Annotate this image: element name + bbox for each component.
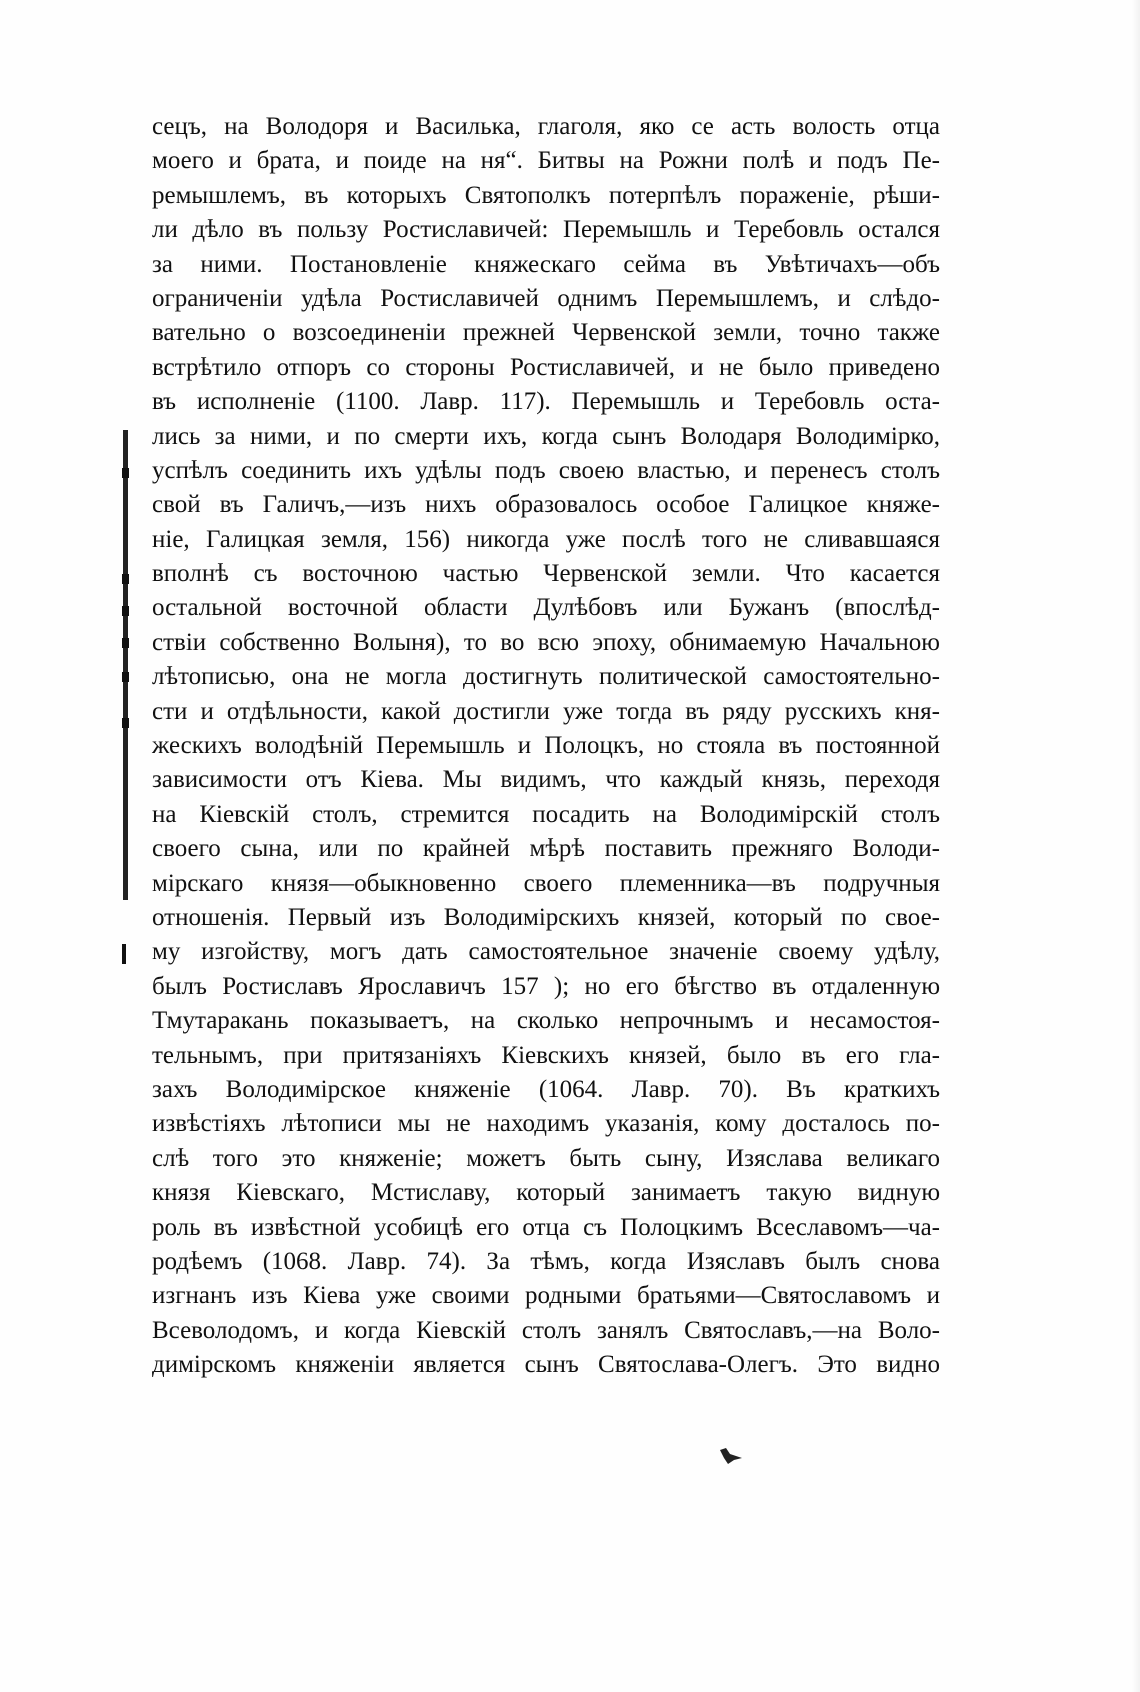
text-line: мірскаго князя—обыкновенно своего племенника—въ подручныя: [152, 869, 940, 897]
body-text: [152, 110, 940, 1382]
text-line: изгнанъ изъ Кіева уже своими родными братьями—Святославомъ и: [152, 1282, 940, 1310]
margin-ink-mark: [122, 468, 129, 478]
text-line: сецъ, на Володоря и Василька, глаголя, яко се асть волость отца: [152, 113, 940, 140]
margin-ink-mark: [122, 638, 129, 648]
text-line: лись за ними, и по смерти ихъ, когда сынъ Володаря Володимірко,: [152, 422, 940, 450]
text-line: зависимости отъ Кіева. Мы видимъ, что каждый князь, переходя: [152, 766, 940, 794]
text-line: му изгойству, могъ дать самостоятельное значеніе своему удѣлу,: [152, 938, 940, 966]
text-line: моего и брата, и поиде на ня“. Битвы на Рожни полѣ и подъ Пе-: [152, 147, 940, 175]
text-line: встрѣтило отпоръ со стороны Ростиславичей, и не было приведено: [152, 353, 940, 381]
margin-ink-rule: [123, 430, 128, 900]
text-line: роль въ извѣстной усобицѣ его отца съ Полоцкимъ Всеславомъ—ча-: [152, 1213, 940, 1241]
text-line: сти и отдѣльности, какой достигли уже тогда въ ряду русскихъ кня-: [152, 697, 940, 725]
text-line: своего сына, или по крайней мѣрѣ поставить прежняго Володи-: [152, 835, 940, 863]
text-line: ніе, Галицкая земля, 156) никогда уже послѣ того не сливавшаяся: [152, 525, 940, 553]
page-edge: [1132, 0, 1140, 1692]
text-line: отношенія. Первый изъ Володимірскихъ князей, который по свое-: [152, 903, 940, 931]
text-line: остальной восточной области Дулѣбовъ или Бужанъ (впослѣд-: [152, 594, 940, 622]
text-line: успѣлъ соединить ихъ удѣлы подъ своею властью, и перенесъ столъ: [152, 456, 940, 484]
margin-ink-mark: [122, 574, 129, 584]
text-line: родѣемъ (1068. Лавр. 74). За тѣмъ, когда Изяславъ былъ снова: [152, 1247, 940, 1275]
margin-ink-mark: [122, 672, 129, 682]
text-line: въ исполненіе (1100. Лавр. 117). Перемышль и Теребовль оста-: [152, 388, 940, 416]
text-line: за ними. Постановленіе княжескаго сейма въ Увѣтичахъ—объ: [152, 250, 940, 278]
text-line: извѣстіяхъ лѣтописи мы не находимъ указанія, кому досталось по-: [152, 1110, 940, 1138]
text-line: ограниченіи удѣла Ростиславичей однимъ Перемышлемъ, и слѣдо-: [152, 284, 940, 312]
ink-blot-mark: [718, 1446, 744, 1466]
text-line: князя Кіевскаго, Мстиславу, который занимаетъ такую видную: [152, 1179, 940, 1207]
text-line: ремышлемъ, въ которыхъ Святополкъ потерпѣлъ пораженіе, рѣши-: [152, 181, 940, 209]
text-line: Всеволодомъ, и когда Кіевскій столъ занялъ Святославъ,—на Воло-: [152, 1316, 940, 1344]
margin-ink-mark: [122, 606, 129, 616]
text-line: лѣтописью, она не могла достигнуть политической самостоятельно-: [152, 663, 940, 691]
text-line: захъ Володимірское княженіе (1064. Лавр. 70). Въ краткихъ: [152, 1075, 940, 1103]
text-line: жескихъ володѣній Перемышль и Полоцкъ, но стояла въ постоянной: [152, 732, 940, 760]
text-line: на Кіевскій столъ, стремится посадить на Володимірскій столъ: [152, 800, 940, 828]
text-line: былъ Ростиславъ Ярославичъ 157 ); но его бѣгство въ отдаленную: [152, 972, 940, 1000]
text-line: вательно о возсоединеніи прежней Червенской земли, точно также: [152, 319, 940, 347]
text-line: вполнѣ съ восточною частью Червенской земли. Что касается: [152, 560, 940, 588]
text-line: ствіи собственно Волыня), то во всю эпоху, обнимаемую Начальною: [152, 628, 940, 656]
margin-ink-mark: [122, 718, 129, 728]
text-line: тельнымъ, при притязаніяхъ Кіевскихъ князей, было въ его гла-: [152, 1041, 940, 1069]
margin-ink-mark: [122, 944, 126, 964]
text-line: Тмутаракань показываетъ, на сколько непрочнымъ и несамостоя-: [152, 1007, 940, 1035]
text-line: димірскомъ княженіи является сынъ Святослава-Олегъ. Это видно: [152, 1351, 940, 1379]
text-line: слѣ того это княженіе; можетъ быть сыну, Изяслава великаго: [152, 1144, 940, 1172]
text-line: ли дѣло въ пользу Ростиславичей: Перемышль и Теребовль остался: [152, 216, 940, 244]
text-line: свой въ Галичъ,—изъ нихъ образовалось особое Галицкое княже-: [152, 491, 940, 519]
